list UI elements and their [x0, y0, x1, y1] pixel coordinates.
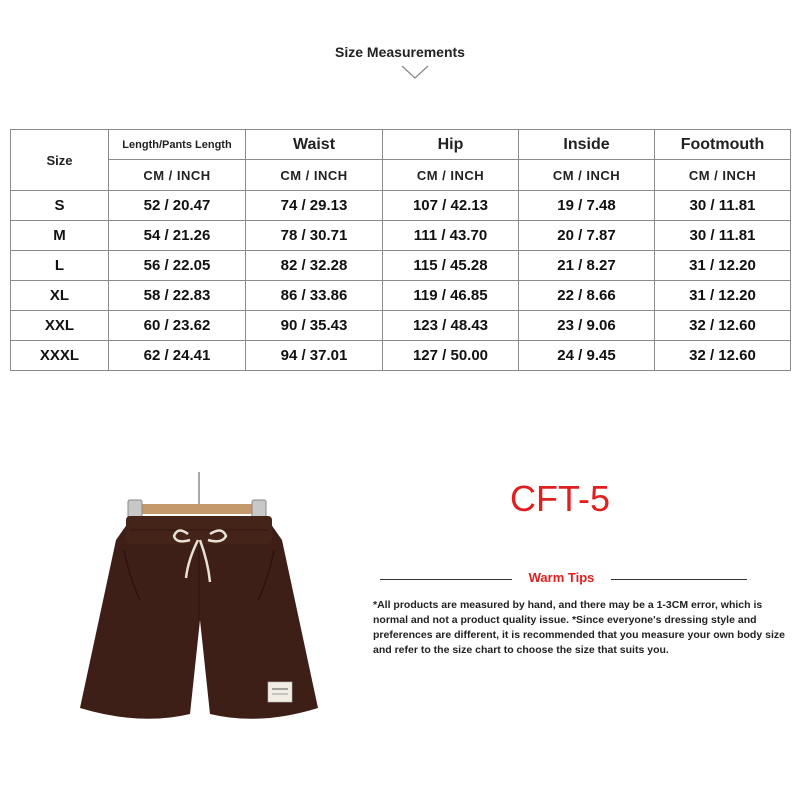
- value-cell: 31 / 12.20: [655, 281, 791, 311]
- value-cell: 23 / 9.06: [519, 311, 655, 341]
- table-row: [11, 281, 791, 311]
- value-cell: 74 / 29.13: [246, 191, 383, 221]
- table-header-row: [11, 130, 791, 160]
- page-title: Size Measurements: [335, 44, 465, 60]
- value-cell: 31 / 12.20: [655, 251, 791, 281]
- value-cell: 107 / 42.13: [383, 191, 519, 221]
- value-cell: 30 / 11.81: [655, 191, 791, 221]
- value-cell: 111 / 43.70: [383, 221, 519, 251]
- divider-right: [611, 579, 747, 580]
- size-header: Size: [11, 130, 109, 191]
- unit-label: CM / INCH: [246, 160, 383, 191]
- value-cell: 32 / 12.60: [655, 341, 791, 371]
- value-cell: 30 / 11.81: [655, 221, 791, 251]
- column-header-waist: Waist: [246, 130, 383, 160]
- value-cell: 62 / 24.41: [109, 341, 246, 371]
- value-cell: 119 / 46.85: [383, 281, 519, 311]
- value-cell: 115 / 45.28: [383, 251, 519, 281]
- hanger-bar: [134, 504, 264, 514]
- value-cell: 78 / 30.71: [246, 221, 383, 251]
- value-cell: 24 / 9.45: [519, 341, 655, 371]
- size-chart-table: [10, 129, 791, 371]
- table-unit-row: [11, 160, 791, 191]
- size-cell: S: [11, 191, 109, 221]
- label-patch: [268, 682, 292, 702]
- column-header-hip: Hip: [383, 130, 519, 160]
- value-cell: 32 / 12.60: [655, 311, 791, 341]
- table-row: [11, 191, 791, 221]
- size-cell: L: [11, 251, 109, 281]
- value-cell: 19 / 7.48: [519, 191, 655, 221]
- size-cell: M: [11, 221, 109, 251]
- column-header-inside: Inside: [519, 130, 655, 160]
- unit-label: CM / INCH: [383, 160, 519, 191]
- value-cell: 56 / 22.05: [109, 251, 246, 281]
- column-header-footmouth: Footmouth: [655, 130, 791, 160]
- divider-left: [380, 579, 512, 580]
- value-cell: 123 / 48.43: [383, 311, 519, 341]
- value-cell: 127 / 50.00: [383, 341, 519, 371]
- value-cell: 82 / 32.28: [246, 251, 383, 281]
- table-row: [11, 311, 791, 341]
- value-cell: 22 / 8.66: [519, 281, 655, 311]
- table-row: [11, 341, 791, 371]
- unit-label: CM / INCH: [519, 160, 655, 191]
- size-cell: XL: [11, 281, 109, 311]
- value-cell: 58 / 22.83: [109, 281, 246, 311]
- size-cell: XXL: [11, 311, 109, 341]
- warm-tips-text: *All products are measured by hand, and there may be a 1-3CM error, which is normal and not a product quality issue. *Since everyone's dressing style and preferences are different, it is recommended that you measure your own body size and refer to the size chart to choose the size that suits you.: [373, 599, 785, 656]
- unit-label: CM / INCH: [109, 160, 246, 191]
- value-cell: 52 / 20.47: [109, 191, 246, 221]
- table-row: [11, 221, 791, 251]
- model-code: CFT-5: [509, 478, 610, 519]
- value-cell: 21 / 8.27: [519, 251, 655, 281]
- warm-tips-title: Warm Tips: [528, 570, 595, 585]
- shorts-product-image: [60, 470, 340, 770]
- value-cell: 90 / 35.43: [246, 311, 383, 341]
- table-row: [11, 251, 791, 281]
- column-header-length: Length/Pants Length: [109, 130, 246, 160]
- size-cell: XXXL: [11, 341, 109, 371]
- unit-label: CM / INCH: [655, 160, 791, 191]
- value-cell: 54 / 21.26: [109, 221, 246, 251]
- value-cell: 20 / 7.87: [519, 221, 655, 251]
- value-cell: 94 / 37.01: [246, 341, 383, 371]
- value-cell: 60 / 23.62: [109, 311, 246, 341]
- chevron-down-icon: [400, 62, 430, 82]
- value-cell: 86 / 33.86: [246, 281, 383, 311]
